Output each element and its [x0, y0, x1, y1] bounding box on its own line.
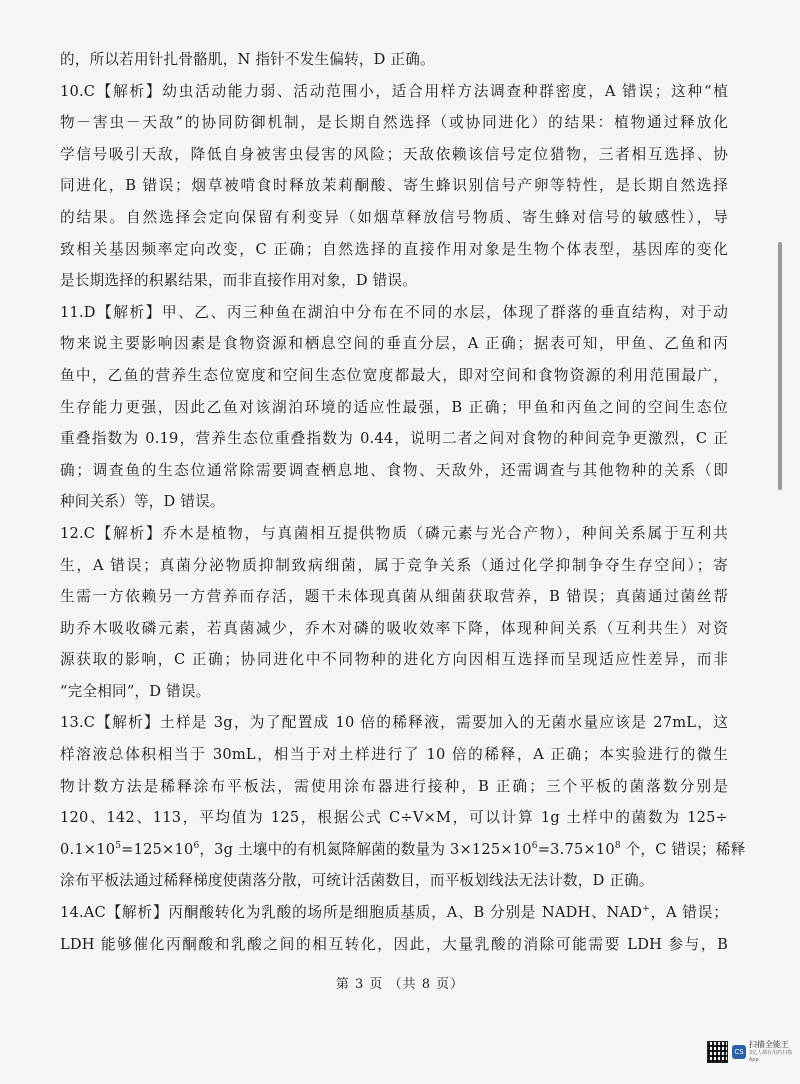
text-line: 12.C【解析】乔木是植物，与真菌相互提供物质（磷元素与光合产物），种间关系属于互利共 [60, 524, 728, 542]
text-line: 源获取的影响，C 正确；协同进化中不同物种的进化方向因相互选择而呈现适应性差异，而非 [60, 651, 728, 669]
page-number: 第 3 页 （共 8 页） [335, 977, 465, 992]
text-line: “完全相同”，D 错误。 [60, 682, 211, 700]
text-line: 11.D【解析】甲、乙、丙三种鱼在湖泊中分布在不同的水层，体现了群落的垂直结构，对于动 [60, 303, 728, 321]
text-line: 确；调查鱼的生态位通常除需要调查栖息地、食物、天敌外，还需调查与其他物种的关系（即 [60, 461, 728, 479]
text-line: 学信号吸引天敌，降低自身被害虫侵害的风险；天敌依赖该信号定位猎物，三者相互选择、协 [60, 145, 728, 163]
text-line: 10.C【解析】幼虫活动能力弱、活动范围小，适合用样方法调查种群密度，A 错误；这种“植 [60, 82, 728, 100]
text-line: 物计数方法是稀释涂布平板法，需使用涂布器进行接种，B 正确；三个平板的菌落数分别是 [60, 777, 728, 795]
scrollbar-thumb[interactable] [778, 242, 782, 490]
qr-code-icon [707, 1041, 728, 1063]
text-line: 120、142、113，平均值为 125，根据公式 C÷V×M，可以计算 1g 土样中的菌数为 125÷ [60, 809, 728, 827]
scanner-watermark [707, 1041, 800, 1063]
text-line: $0.1\times 10^5=125\times 10^6$，3g 土壤中的有机氮降解菌的数量为 $3\times 125\times 10^6=3.75\times 10^8$ 个，C 错误；稀释 [60, 840, 746, 858]
text-line: 重叠指数为 0.19，营养生态位重叠指数为 0.44，说明二者之间对食物的种间竞争更激烈，C 正 [60, 430, 728, 448]
text-line: 14.AC【解析】丙酮酸转化为乳酸的场所是细胞质基质，A、B 分别是 NADH、NAD+，A 错误； [60, 904, 728, 922]
text-line: 生，A 错误；真菌分泌物质抑制致病细菌，属于竞争关系（通过化学抑制争夺生存空间）；寄 [60, 556, 728, 574]
text-line: LDH 能够催化丙酮酸和乳酸之间的相互转化，因此，大量乳酸的消除可能需要 LDH 参与，B [60, 935, 728, 953]
text-line: 的，所以若用针扎骨骼肌，N 指针不发生偏转，D 正确。 [60, 51, 435, 68]
text-line: 生需一方依赖另一方营养而存活，题干未体现真菌从细菌获取营养，B 错误；真菌通过菌丝帮 [60, 588, 728, 606]
document-body [60, 44, 746, 960]
watermark-text [749, 1040, 800, 1064]
watermark-subtitle: 3亿人都在用的扫描App [748, 1050, 793, 1063]
text-line: 致相关基因频率定向改变，C 正确；自然选择的直接作用对象是生物个体表型，基因库的变化 [60, 240, 728, 258]
text-line: 同进化，B 错误；烟草被啃食时释放茉莉酮酸、寄生蜂识别信号产卵等特性，是长期自然选择 [60, 177, 728, 195]
text-line: 鱼中，乙鱼的营养生态位宽度和空间生态位宽度都最大，即对空间和食物资源的利用范围最广， [60, 366, 728, 384]
text-line: 是长期选择的积累结果，而非直接作用对象，D 错误。 [60, 272, 417, 290]
watermark-title: 扫描全能王 [748, 1040, 789, 1049]
text-line: 种间关系）等，D 错误。 [60, 493, 225, 511]
text-line: 13.C【解析】土样是 3g，为了配置成 10 倍的稀释液，需要加入的无菌水量应该是 27mL，这 [60, 714, 728, 732]
text-line: 涂布平板法通过稀释梯度使菌落分散，可统计活菌数目，而平板划线法无法计数，D 正确。 [60, 872, 654, 890]
text-line: 生存能力更强，因此乙鱼对该湖泊环境的适应性最强，B 正确；甲鱼和丙鱼之间的空间生态位 [60, 398, 728, 416]
app-logo-icon: CS [732, 1045, 746, 1059]
text-line: 的结果。自然选择会定向保留有利变异（如烟草释放信号物质、寄生蜂对信号的敏感性），导 [60, 208, 728, 226]
text-line: 样溶液总体积相当于 30mL，相当于对土样进行了 10 倍的稀释，A 正确；本实验进行的微生 [60, 746, 728, 764]
text-line: 物－害虫－天敌”的协同防御机制，是长期自然选择（或协同进化）的结果：植物通过释放化 [60, 114, 728, 132]
text-line: 助乔木吸收磷元素，若真菌减少，乔木对磷的吸收效率下降，体现种间关系（互利共生）对资 [60, 619, 728, 637]
text-line: 物来说主要影响因素是食物资源和栖息空间的垂直分层，A 正确；据表可知，甲鱼、乙鱼和丙 [60, 335, 728, 353]
